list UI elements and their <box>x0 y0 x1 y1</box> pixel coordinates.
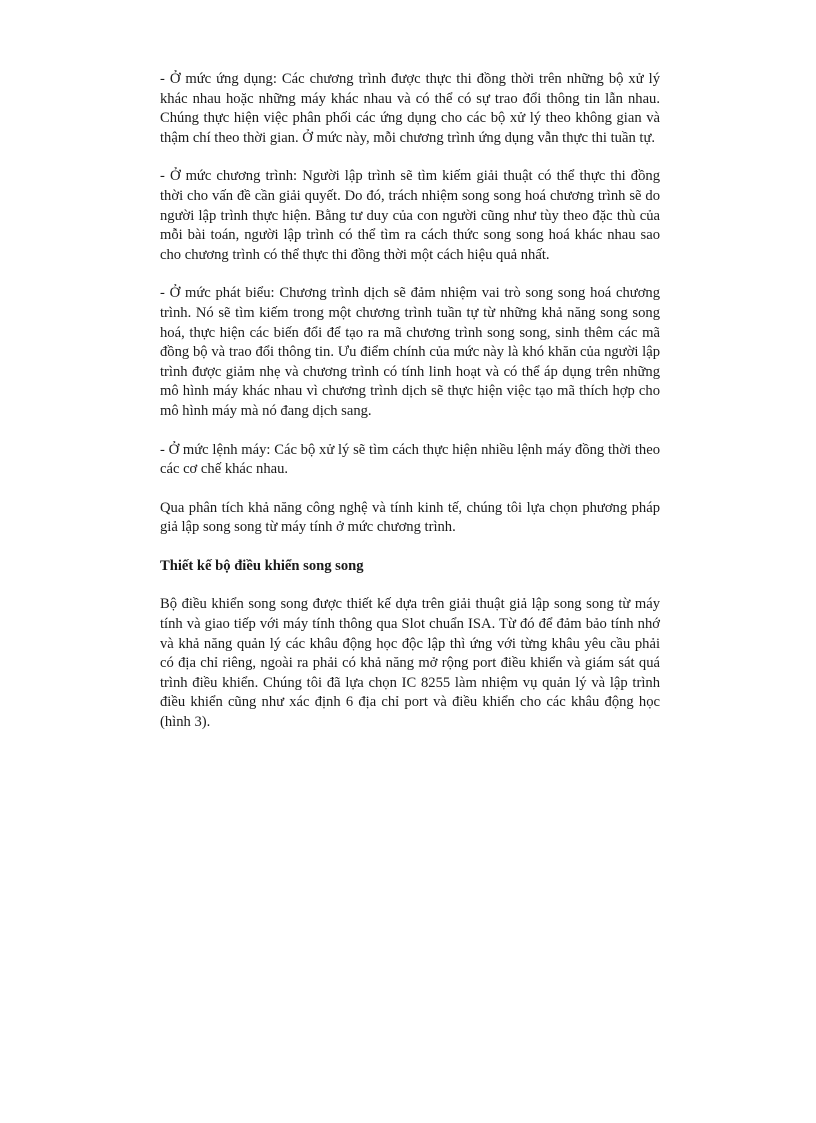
paragraph-statement-level: - Ở mức phát biểu: Chương trình dịch sẽ đảm nhiệm vai trò song song hoá chương trình. Nó sẽ tìm kiếm trong một chương trình tuần tự từ những khả năng song song hoá, thực hiện các biến đổi để tạo ra mã chương trình song song, sinh thêm các mã đồng bộ và trao đổi thông tin. Ưu điểm chính của mức này là khó khăn của người lập trình được giảm nhẹ và chương trình có tính linh hoạt và có thể áp dụng trên những mô hình máy khác nhau vì chương trình dịch sẽ thực hiện việc tạo mã thích hợp cho mô hình máy mà nó đang dịch sang. <box>160 285 660 419</box>
paragraph-application-level: - Ở mức ứng dụng: Các chương trình được thực thi đồng thời trên những bộ xử lý khác nhau hoặc những máy khác nhau và có thể có sự trao đổi thông tin lẫn nhau. Chúng thực hiện việc phân phối các ứng dụng cho các bộ xử lý theo không gian và thậm chí theo thời gian. Ở mức này, mỗi chương trình ứng dụng vẫn thực thi tuần tự. <box>160 71 660 146</box>
paragraph-controller-design: Bộ điều khiển song song được thiết kế dựa trên giải thuật giả lập song song từ máy tính và giao tiếp với máy tính thông qua Slot chuẩn ISA. Từ đó để đảm bảo tính nhớ và khả năng quản lý các khâu động học độc lập thì ứng với từng khâu yêu cầu phải có địa chỉ riêng, ngoài ra phải có khả năng mở rộng port điều khiển và giám sát quá trình điều khiển. Chúng tôi đã lựa chọn IC 8255 làm nhiệm vụ quản lý và lập trình điều khiển cũng như xác định 6 địa chỉ port và điều khiển cho các khâu động học (hình 3). <box>160 596 660 731</box>
document-page <box>160 70 660 752</box>
paragraph-conclusion: Qua phân tích khả năng công nghệ và tính kinh tế, chúng tôi lựa chọn phương pháp giả lập song song từ máy tính ở mức chương trình. <box>160 499 660 536</box>
paragraph-program-level: - Ở mức chương trình: Người lập trình sẽ tìm kiếm giải thuật có thể thực thi đồng thời cho vấn đề cần giải quyết. Do đó, trách nhiệm song song hoá chương trình sẽ do người lập trình thực hiện. Bằng tư duy của con người cũng như tùy theo đặc thù của mỗi bài toán, người lập trình có thể tìm ra cách thức song song hoá khác nhau sao cho chương trình có thể thực thi đồng thời một cách hiệu quả nhất. <box>160 168 660 263</box>
section-heading: Thiết kế bộ điều khiển song song <box>160 557 364 574</box>
paragraph-instruction-level: - Ở mức lệnh máy: Các bộ xử lý sẽ tìm cách thực hiện nhiều lệnh máy đồng thời theo các cơ chế khác nhau. <box>160 441 660 478</box>
